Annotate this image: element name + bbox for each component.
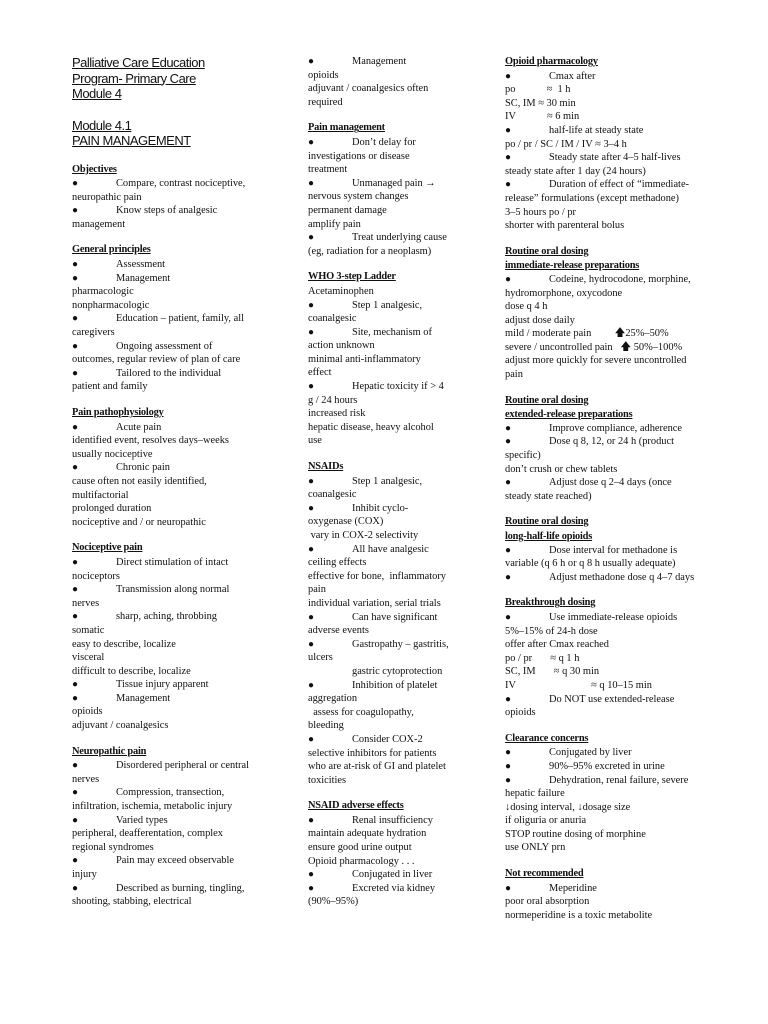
bullet-icon [72, 258, 116, 272]
bullet-item [72, 177, 272, 191]
bullet-item [72, 312, 272, 326]
bullet-item [72, 786, 272, 800]
bullet-icon [505, 571, 549, 585]
bullet-icon [308, 299, 352, 313]
text-line: injury [72, 869, 97, 880]
bullet-icon [308, 55, 352, 69]
bullet-icon [505, 544, 549, 558]
text-line: management [72, 218, 126, 230]
bullet-item [308, 814, 454, 828]
text-line: shorter with parenteral bolus [505, 220, 625, 232]
bullet-text: Cmax after [549, 70, 596, 82]
bullet-item [505, 746, 717, 760]
text-line: regional syndromes [72, 841, 154, 853]
text-line: (eg, radiation for a neoplasm) [308, 245, 432, 257]
text-line: amplify pain [308, 218, 361, 230]
bullet-text: Adjust methadone dose q 4–7 days [549, 571, 695, 583]
bullet-text: Treat underlying cause [352, 232, 447, 244]
bullet-text: Step 1 analgesic, [352, 299, 423, 311]
bullet-item [308, 611, 454, 625]
section-heading: Breakthrough dosing [505, 597, 596, 609]
text-line: mild / moderate pain 🡅25%–50% [505, 328, 669, 340]
bullet-text: Conjugated in liver [352, 869, 433, 881]
bullet-icon [308, 177, 352, 191]
bullet-text: Know steps of analgesic [116, 205, 218, 217]
bullet-item [72, 678, 272, 692]
text-line: minimal anti-inflammatory [308, 353, 421, 365]
doc-title-line: Module 4 [72, 86, 122, 101]
bullet-item [308, 231, 454, 245]
section-heading: Clearance concerns [505, 732, 589, 744]
text-line: normeperidine is a toxic metabolite [505, 909, 653, 921]
doc-title-line: Module 4.1 [72, 117, 132, 133]
text-line: specific) [505, 450, 541, 462]
text-line: maintain adequate hydration [308, 828, 427, 840]
text-line: selective inhibitors for patients [308, 747, 437, 759]
bullet-text: Ongoing assessment of [116, 340, 213, 352]
bullet-item [72, 556, 272, 570]
bullet-item [505, 544, 717, 558]
text-line: adjust more quickly for severe uncontrolled [505, 355, 687, 367]
doc-title-line: Program- Primary Care [72, 70, 196, 86]
bullet-text: Consider COX-2 [352, 733, 423, 745]
text-line: patient and family [72, 381, 148, 393]
indented-line: gastric cytoprotection [352, 665, 443, 677]
bullet-text: Can have significant [352, 611, 438, 623]
text-line: po / pr / SC / IM / IV ≈ 3–4 h [505, 138, 627, 150]
bullet-text: Gastropathy – gastritis, [352, 638, 449, 650]
bullet-text: Conjugated by liver [549, 747, 632, 759]
bullet-icon [505, 882, 549, 896]
bullet-text: Compare, contrast nociceptive, [116, 178, 246, 190]
bullet-text: Disordered peripheral or central [116, 760, 249, 772]
bullet-icon [72, 421, 116, 435]
text-line: visceral [72, 652, 105, 664]
text-line: vary in COX-2 selectivity [308, 530, 419, 541]
bullet-icon [505, 273, 549, 287]
bullet-icon [72, 177, 116, 191]
text-line: difficult to describe, localize [72, 665, 191, 677]
bullet-text: Compression, transection, [116, 787, 225, 799]
bullet-item [72, 692, 272, 706]
bullet-text: Dose q 8, 12, or 24 h (product [549, 436, 674, 448]
bullet-item [505, 435, 717, 449]
bullet-icon [505, 422, 549, 436]
bullet-text: Assessment [116, 259, 166, 271]
bullet-item [308, 882, 454, 896]
text-line: ceiling effects [308, 557, 367, 569]
bullet-item [72, 421, 272, 435]
text-line: pain [505, 369, 523, 381]
bullet-item [308, 543, 454, 557]
text-line: toxicities [308, 774, 347, 786]
bullet-item [308, 326, 454, 340]
bullet-item [308, 380, 454, 394]
doc-title-line: PAIN MANAGEMENT [72, 133, 191, 148]
bullet-icon [72, 759, 116, 773]
bullet-icon [308, 502, 352, 516]
column-left [72, 55, 272, 909]
bullet-item [505, 70, 717, 84]
text-line: nervous system changes [308, 191, 409, 203]
bullet-text: Adjust dose q 2–4 days (once [549, 477, 672, 489]
bullet-text: Described as burning, tingling, [116, 882, 245, 894]
text-line: opioids [308, 69, 339, 81]
bullet-icon [72, 340, 116, 354]
text-line: easy to describe, localize [72, 638, 176, 650]
bullet-text: Do NOT use extended-release [549, 693, 675, 705]
text-line: Acetaminophen [308, 285, 374, 297]
text-line: oxygenase (COX) [308, 516, 384, 528]
bullet-item [308, 55, 454, 69]
bullet-item [505, 693, 717, 707]
text-line: increased risk [308, 408, 366, 420]
bullet-text: Education – patient, family, all [116, 313, 245, 325]
bullet-item [72, 610, 272, 624]
section-heading: Pain management [308, 122, 385, 134]
bullet-icon [505, 774, 549, 788]
section-heading: NSAID adverse effects [308, 800, 404, 812]
bullet-icon [72, 854, 116, 868]
bullet-item [505, 422, 717, 436]
text-line: effective for bone, inflammatory [308, 570, 447, 582]
text-line: infiltration, ischemia, metabolic injury [72, 801, 233, 813]
text-line: opioids [505, 707, 536, 719]
text-line: action unknown [308, 340, 375, 352]
section-subheading: extended-release preparations [505, 409, 633, 421]
text-line: identified event, resolves days–weeks [72, 435, 229, 447]
bullet-icon [505, 178, 549, 192]
bullet-text: Transmission along normal [116, 584, 230, 596]
bullet-text: Dose interval for methadone is [549, 544, 678, 556]
bullet-icon [72, 461, 116, 475]
text-line: outcomes, regular review of plan of care [72, 354, 241, 366]
bullet-icon [72, 583, 116, 597]
section-heading: Not recommended [505, 868, 584, 880]
text-line: adjust dose daily [505, 314, 575, 326]
bullet-icon [72, 367, 116, 381]
text-line: SC, IM ≈ q 30 min [505, 666, 600, 678]
bullet-item [72, 583, 272, 597]
bullet-item [72, 367, 272, 381]
bullet-item [72, 204, 272, 218]
bullet-item [72, 759, 272, 773]
text-line: ↓dosing interval, ↓dosage size [505, 801, 631, 813]
bullet-icon [505, 70, 549, 84]
text-line: steady state reached) [505, 490, 592, 502]
bullet-item [72, 814, 272, 828]
bullet-text: Chronic pain [116, 462, 170, 474]
text-line: investigations or disease [308, 150, 410, 162]
bullet-icon [72, 786, 116, 800]
text-line: permanent damage [308, 204, 387, 216]
text-line: adjuvant / coanalgesics often [308, 83, 429, 95]
bullet-text: half-life at steady state [549, 124, 644, 136]
bullet-text: Dehydration, renal failure, severe [549, 774, 689, 786]
text-line: nociceptors [72, 570, 120, 582]
bullet-text: Site, mechanism of [352, 326, 432, 338]
text-line: coanalgesic [308, 313, 357, 325]
text-line: opioids [72, 706, 103, 718]
bullet-icon [505, 611, 549, 625]
section-heading: Neuropathic pain [72, 745, 147, 757]
bullet-text: Codeine, hydrocodone, morphine, [549, 273, 691, 285]
section-heading: Pain pathophysiology [72, 407, 164, 418]
bullet-item [505, 882, 717, 896]
bullet-icon [72, 882, 116, 896]
bullet-icon [72, 204, 116, 218]
bullet-text: Direct stimulation of intact [116, 556, 229, 568]
text-line: dose q 4 h [505, 301, 548, 313]
text-line: nerves [72, 773, 100, 785]
text-line: who are at-risk of GI and platelet [308, 761, 446, 773]
text-line: hepatic disease, heavy alcohol [308, 421, 434, 433]
bullet-icon [505, 693, 549, 707]
bullet-item [72, 461, 272, 475]
bullet-text: Renal insufficiency [352, 814, 433, 826]
text-line: 3–5 hours po / pr [505, 206, 576, 218]
text-line: nonpharmacologic [72, 299, 150, 311]
bullet-text: 90%–95% excreted in urine [549, 760, 665, 772]
text-line: individual variation, serial trials [308, 597, 441, 609]
section-subheading: immediate-release preparations [505, 260, 640, 272]
text-line: variable (q 6 h or q 8 h usually adequate) [505, 558, 676, 570]
text-line: release” formulations (except methadone) [505, 192, 679, 204]
bullet-icon [308, 679, 352, 693]
bullet-text: Step 1 analgesic, [352, 475, 423, 487]
text-line: offer after Cmax reached [505, 639, 609, 651]
bullet-item [505, 611, 717, 625]
bullet-icon [72, 678, 116, 692]
bullet-text: Tissue injury apparent [116, 679, 209, 691]
bullet-text: Management [116, 272, 171, 284]
text-line: nerves [72, 597, 100, 609]
bullet-item [308, 502, 454, 516]
bullet-item [505, 124, 717, 138]
bullet-item [308, 679, 454, 693]
text-line: pain [308, 584, 326, 596]
bullet-text: Pain may exceed observable [116, 855, 235, 867]
text-line: 5%–15% of 24-h dose [505, 625, 598, 637]
bullet-item [505, 571, 717, 585]
bullet-item [308, 638, 454, 652]
text-line: po / pr ≈ q 1 h [505, 652, 580, 664]
bullet-text: Meperidine [549, 882, 597, 894]
text-line: ensure good urine output [308, 842, 412, 854]
section-heading: Objectives [72, 163, 117, 175]
text-line: g / 24 hours [308, 394, 358, 406]
bullet-text: Tailored to the individual [116, 367, 222, 379]
text-line: cause often not easily identified, [72, 475, 207, 487]
bullet-icon [72, 272, 116, 286]
bullet-icon [308, 543, 352, 557]
bullet-icon [505, 760, 549, 774]
bullet-item [505, 774, 717, 788]
bullet-icon [505, 151, 549, 165]
bullet-icon [308, 868, 352, 882]
section-heading: Routine oral dosing [505, 394, 589, 406]
bullet-icon [505, 435, 549, 449]
bullet-text: Unmanaged pain → [352, 177, 436, 189]
bullet-item [505, 151, 717, 165]
text-line: treatment [308, 164, 348, 176]
column-right [505, 55, 717, 922]
text-line: adjuvant / coanalgesics [72, 720, 169, 732]
bullet-icon [308, 475, 352, 489]
doc-title-line: Palliative Care Education [72, 55, 205, 70]
section-heading: Nociceptive pain [72, 542, 143, 554]
bullet-text: Steady state after 4–5 half-lives [549, 152, 681, 164]
bullet-icon [308, 638, 352, 652]
bullet-icon [72, 556, 116, 570]
text-line: if oliguria or anuria [505, 815, 587, 827]
text-line: nociceptive and / or neuropathic [72, 516, 206, 528]
text-line: effect [308, 367, 332, 379]
section-heading: Opioid pharmacology [505, 56, 598, 67]
bullet-item [505, 273, 717, 287]
bullet-text: Varied types [116, 814, 168, 826]
bullet-item [72, 258, 272, 272]
text-line: use [308, 435, 322, 447]
text-line: required [308, 96, 343, 108]
text-line: assess for coagulopathy, [308, 706, 414, 718]
bullet-text: sharp, aching, throbbing [116, 611, 217, 623]
text-line: hydromorphone, oxycodone [505, 287, 623, 299]
bullet-text: Inhibition of platelet [352, 679, 438, 691]
section-heading: Routine oral dosing [505, 516, 589, 528]
bullet-text: Duration of effect of “immediate- [549, 179, 690, 191]
bullet-item [308, 733, 454, 747]
bullet-text: Management [116, 692, 171, 704]
bullet-text: Improve compliance, adherence [549, 422, 682, 434]
bullet-text: Excreted via kidney [352, 882, 436, 894]
text-line: shooting, stabbing, electrical [72, 896, 192, 908]
text-line: STOP routine dosing of morphine [505, 828, 646, 840]
bullet-item [72, 272, 272, 286]
bullet-text: Don’t delay for [352, 136, 416, 148]
section-subheading: long-half-life opioids [505, 531, 593, 542]
bullet-icon [308, 882, 352, 896]
text-line: somatic [72, 624, 105, 636]
text-line: Opioid pharmacology . . . [308, 855, 415, 867]
text-line: adverse events [308, 625, 369, 637]
bullet-item [308, 136, 454, 150]
bullet-icon [72, 610, 116, 624]
text-line: multifactorial [72, 489, 129, 501]
text-line: severe / uncontrolled pain 🡅 50%–100% [505, 341, 683, 353]
bullet-text: Hepatic toxicity if > 4 [352, 381, 444, 393]
bullet-icon [308, 136, 352, 150]
bullet-icon [308, 326, 352, 340]
bullet-text: Acute pain [116, 421, 162, 433]
section-heading: Routine oral dosing [505, 245, 589, 257]
text-line: peripheral, deafferentation, complex [72, 828, 223, 840]
bullet-icon [72, 692, 116, 706]
text-line: ulcers [308, 652, 333, 664]
text-line: IV ≈ 6 min [505, 111, 580, 123]
text-line: bleeding [308, 720, 344, 732]
bullet-icon [308, 231, 352, 245]
text-line: use ONLY prn [505, 842, 566, 854]
bullet-icon [505, 124, 549, 138]
text-line: poor oral absorption [505, 896, 590, 908]
text-line: prolonged duration [72, 503, 152, 515]
bullet-item [308, 868, 454, 882]
bullet-item [505, 178, 717, 192]
text-line: aggregation [308, 693, 358, 705]
bullet-item [308, 177, 454, 191]
bullet-text: Management [352, 56, 407, 67]
bullet-icon [72, 814, 116, 828]
text-line: IV ≈ q 10–15 min [505, 679, 652, 691]
text-line: don’t crush or chew tablets [505, 463, 618, 475]
text-line: coanalgesic [308, 489, 357, 501]
bullet-item [308, 475, 454, 489]
bullet-icon [505, 746, 549, 760]
bullet-icon [308, 733, 352, 747]
bullet-text: Use immediate-release opioids [549, 611, 678, 623]
bullet-item [72, 854, 272, 868]
column-middle [308, 55, 454, 909]
bullet-item [505, 476, 717, 490]
bullet-icon [308, 380, 352, 394]
bullet-text: All have analgesic [352, 543, 429, 555]
bullet-item [72, 882, 272, 896]
section-heading: NSAIDs [308, 461, 344, 473]
bullet-icon [308, 611, 352, 625]
text-line: po ≈ 1 h [505, 84, 571, 96]
bullet-icon [308, 814, 352, 828]
bullet-item [308, 299, 454, 313]
bullet-item [72, 340, 272, 354]
text-line: steady state after 1 day (24 hours) [505, 165, 646, 177]
text-line: (90%–95%) [308, 896, 359, 908]
text-line: hepatic failure [505, 788, 565, 800]
text-line: neuropathic pain [72, 191, 142, 203]
section-heading: WHO 3-step Ladder [308, 271, 396, 283]
text-line: caregivers [72, 327, 115, 339]
bullet-icon [505, 476, 549, 490]
text-line: SC, IM ≈ 30 min [505, 97, 576, 109]
bullet-item [505, 760, 717, 774]
section-heading: General principles [72, 244, 151, 256]
text-line: usually nociceptive [72, 448, 153, 460]
bullet-text: Inhibit cyclo- [352, 502, 409, 514]
bullet-icon [72, 312, 116, 326]
text-line: pharmacologic [72, 286, 134, 298]
